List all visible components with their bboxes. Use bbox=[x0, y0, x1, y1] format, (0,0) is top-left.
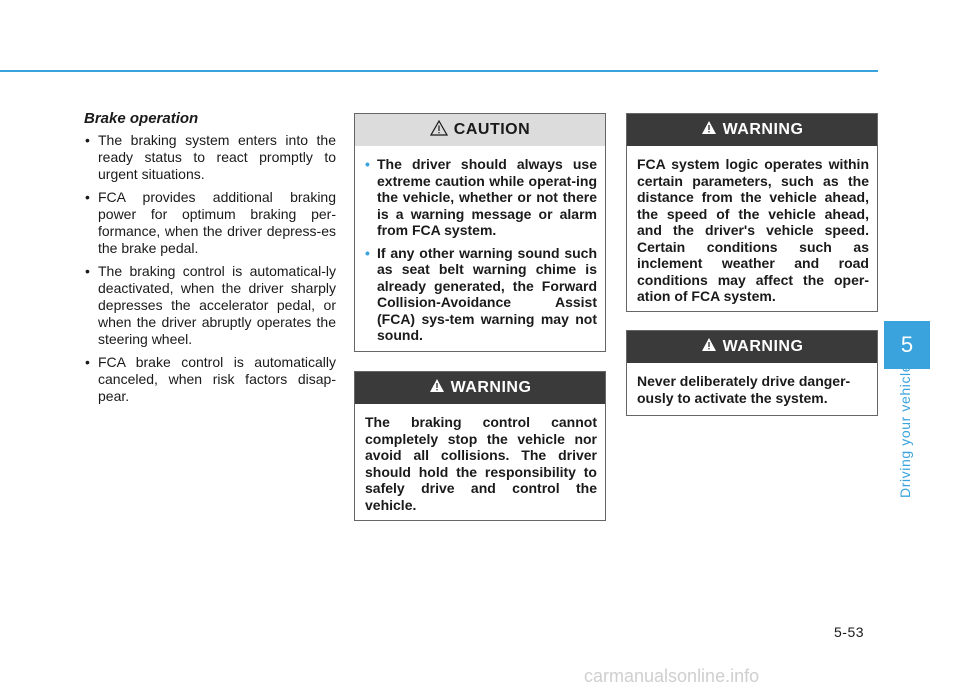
caution-item: • The driver should always use extreme caution while operat-ing the vehicle, whether or not there is a warning message or alarm from FCA system. bbox=[365, 156, 597, 239]
list-item: • FCA brake control is automatically canceled, when risk factors disap-pear. bbox=[84, 354, 336, 405]
caution-box bbox=[354, 113, 606, 352]
list-item: • The braking system enters into the ready status to react promptly to urgent situations. bbox=[84, 132, 336, 183]
watermark: carmanualsonline.info bbox=[584, 666, 760, 686]
chapter-tab: 5 bbox=[884, 321, 930, 369]
warning-box-logic bbox=[626, 113, 878, 312]
warning-header bbox=[355, 372, 605, 404]
caution-list bbox=[365, 156, 597, 344]
warning-label: WARNING bbox=[722, 121, 804, 138]
warning-text: Never deliberately drive danger-ously to activate the system. bbox=[637, 373, 851, 406]
caution-item: • If any other warning sound such as seat belt warning chime is already generated, the Forward Collision-Avoidance Assist (FCA) sys-tem warning may not sound. bbox=[365, 245, 597, 344]
list-item: • FCA provides additional braking power for optimum braking per-formance, when the driver depress-es the brake pedal. bbox=[84, 189, 336, 257]
warning-box-danger bbox=[626, 330, 878, 416]
warning-text: FCA system logic operates within certain parameters, such as the distance from the vehicle ahead, the speed of the vehicle ahead, and the driver's vehicle speed. Certain conditions such as inclement weather and road conditions may affect the oper-ation of FCA system. bbox=[637, 156, 869, 304]
warning-box-braking bbox=[354, 371, 606, 521]
page-number: 5-53 bbox=[834, 624, 865, 640]
warning-triangle-icon bbox=[701, 337, 717, 357]
header-rule bbox=[0, 70, 878, 72]
brake-operation-list bbox=[84, 132, 336, 411]
caution-label: CAUTION bbox=[453, 121, 531, 138]
warning-header bbox=[627, 331, 877, 363]
warning-label: WARNING bbox=[450, 379, 532, 396]
list-item: • The braking control is automatical-ly deactivated, when the driver sharply depresses the accelerator pedal, or when the driver abruptly operates the steering wheel. bbox=[84, 263, 336, 348]
chapter-title: Driving your vehicle bbox=[897, 363, 913, 498]
warning-text: The braking control cannot completely stop the vehicle nor avoid all collisions. The driver should hold the responsibility to safely drive and control the vehicle. bbox=[365, 414, 597, 513]
warning-header bbox=[627, 114, 877, 146]
warning-triangle-icon bbox=[701, 120, 717, 140]
section-title: Brake operation bbox=[84, 110, 199, 127]
caution-header bbox=[355, 114, 605, 146]
warning-label: WARNING bbox=[722, 338, 804, 355]
warning-triangle-icon bbox=[429, 378, 445, 398]
caution-triangle-icon bbox=[430, 120, 448, 141]
